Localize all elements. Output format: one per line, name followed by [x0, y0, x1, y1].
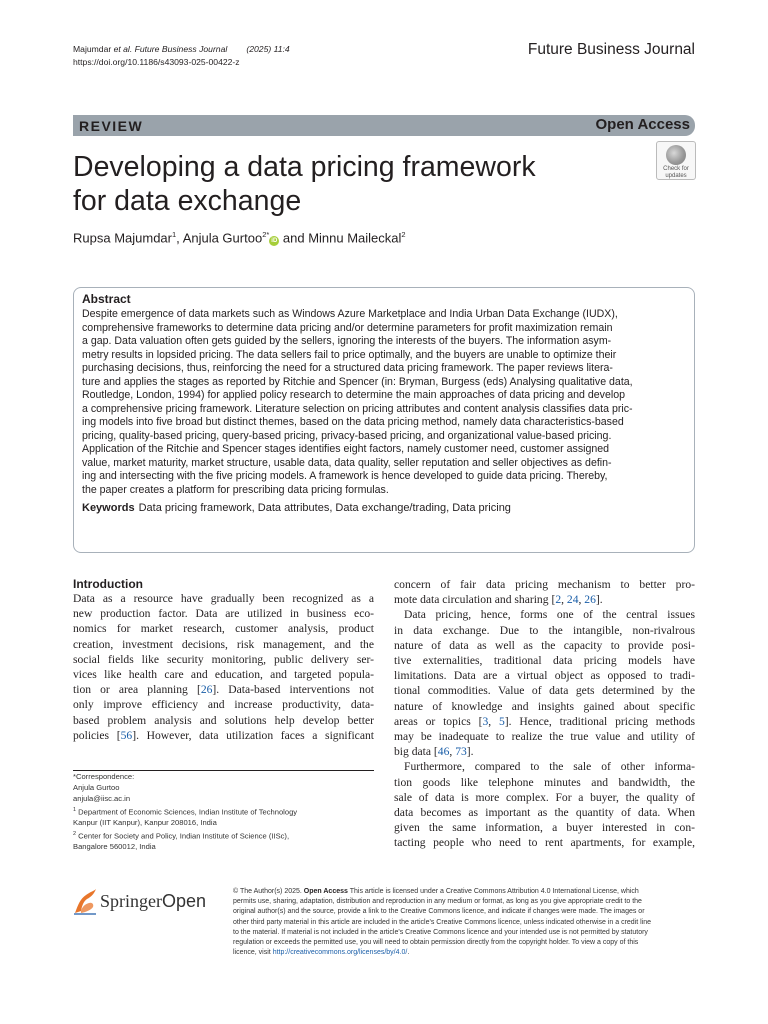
author-separator: , — [176, 230, 183, 246]
body-line: based problem analysis and solutions help develop better — [73, 713, 374, 727]
affiliation-1-cont: Kanpur (IIT Kanpur), Kanpur 208016, India — [73, 818, 217, 828]
citation-link[interactable]: 56 — [120, 728, 133, 742]
affiliation-sup: 1 — [73, 806, 77, 813]
open-access-bold: Open Access — [303, 888, 348, 895]
author-separator: and — [279, 230, 309, 246]
license-period: . — [407, 949, 410, 957]
body-line: tion goods like telephone minutes and bandwidth, the — [394, 775, 695, 789]
affiliation-2 — [73, 829, 297, 842]
body-line: social fields like security monitoring, public delivery ser- — [73, 652, 374, 666]
citation-link[interactable]: 24 — [566, 593, 579, 607]
body-line: tion or area planning [26]. Data-based interventions not — [73, 683, 374, 697]
body-line: only improve efficiency and increase productivity, data- — [73, 698, 374, 712]
body-line: Furthermore, compared to the sale of other informa- — [404, 760, 695, 774]
abstract-line: ture and applies the stages as reported by Ritchie and Spencer (in: Bryman, Burgess (eds) Analysing qualitative data, — [82, 375, 633, 388]
affiliation-sup: 2 — [401, 230, 406, 239]
abstract-line: a gap. Data valuation often gets guided by the sellers, ignoring the interests of the buyers. The information asym- — [82, 335, 612, 347]
keywords-label: Keywords — [82, 502, 135, 514]
correspondence-name: Anjula Gurtoo — [73, 783, 120, 793]
abstract-line: Despite emergence of data markets such as Windows Azure Marketplace and India Urban Data Exchange (IUDX), — [82, 308, 618, 320]
body-line: may be inadequate to realize the true value and utility of — [394, 730, 695, 744]
abstract-line: pricing, quality-based pricing, query-based pricing, privacy-based pricing, and organizational value-based pricing. — [82, 429, 612, 442]
affiliation-sup: 2 — [73, 830, 77, 837]
affiliation-text: Center for Society and Policy, Indian Institute of Science (IISc), — [76, 831, 290, 841]
body-line: data becomes as important as the quantity of data. When — [394, 806, 695, 820]
author-name[interactable]: Anjula Gurtoo — [182, 230, 263, 246]
title-line: for data exchange — [73, 185, 302, 217]
affiliation-1 — [73, 805, 297, 818]
abstract-box — [73, 287, 695, 553]
abstract-text — [82, 308, 686, 497]
abstract-line: Routledge, London, 1994) for applied policy research to determine the main approaches of data pricing and develop — [82, 389, 625, 401]
citation-link[interactable]: 2 — [555, 593, 562, 607]
body-line: areas or topics [3, 5]. Hence, traditional pricing methods — [394, 714, 696, 728]
author-list — [73, 230, 406, 246]
section-heading: Introduction — [73, 577, 143, 591]
body-line: creation, investment decisions, risk management, and the — [73, 637, 374, 651]
article-title — [73, 150, 633, 218]
license-line-text: licence, visit — [233, 949, 273, 957]
body-line: in data exchange. Due to the intangible, non-rivalrous — [394, 623, 695, 637]
correspondence-email[interactable]: anjula@iisc.ac.in — [73, 794, 131, 804]
citation-year: (2025) 11:4 — [246, 44, 290, 54]
abstract-line: ing models into five broad but distinct themes, based on the data pricing method, namely data characteristics-based — [82, 416, 624, 428]
body-line: tional commodities. Value of data gets determined by the — [394, 684, 695, 698]
abstract-heading: Abstract — [82, 292, 131, 306]
license-line — [233, 887, 695, 897]
abstract-line: purchasing decisions, thus, reinforcing the need for a structured data pricing framework. The paper reviews litera- — [82, 362, 613, 374]
body-line: tacting people who need to rent apartments, for example, — [394, 836, 695, 850]
citation-link[interactable]: 73 — [455, 745, 467, 759]
affiliation-sup: 1 — [172, 230, 177, 239]
author-name[interactable]: Rupsa Majumdar — [73, 230, 172, 246]
body-line: mote data circulation and sharing [2, 24, 26]. — [394, 593, 603, 607]
check-updates-icon — [666, 145, 686, 165]
springer-wordmark — [100, 891, 206, 912]
affiliation-sup: 2* — [262, 230, 270, 239]
abstract-line: comprehensive frameworks to determine data pricing and/or determine parameters for profit maximization remain — [82, 321, 613, 334]
license-line: other third party material in this article are included in the article's Creative Commons licence, unless indicated otherwise in a credit line — [233, 918, 652, 926]
body-line: limitations. Data are a virtual object as opposed to tradi- — [394, 669, 695, 683]
license-line-text: This article is licensed under a Creative Commons Attribution 4.0 International License, which — [347, 888, 639, 895]
abstract-line: Application of the Ritchie and Spencer stages identifies eight factors, namely customer need, customer assigned — [82, 443, 610, 455]
citation-link[interactable]: 26 — [584, 593, 596, 607]
orcid-icon[interactable]: iD — [271, 238, 278, 245]
abstract-line: metry results in lopsided pricing. The data sellers fail to price optimally, and the buyers are unable to optimize their — [82, 348, 617, 361]
keywords-row — [82, 501, 686, 515]
author-name[interactable]: Minnu Maileckal — [308, 230, 402, 246]
body-line: policies [56]. However, data utilization faces a significant — [73, 728, 374, 742]
affiliation-text: Department of Economic Sciences, Indian Institute of Technology — [76, 807, 298, 817]
license-line: permits use, sharing, adaptation, distribution and reproduction in any medium or format, as long as you give appropriate credit to the — [233, 898, 642, 906]
body-line: given the same information, a buyer interested in con- — [394, 821, 695, 835]
body-column-left — [73, 591, 374, 743]
abstract-line: the paper creates a platform for prescribing data pricing formulas. — [82, 483, 389, 496]
license-line: original author(s) and the source, provide a link to the Creative Commons licence, and indicate if changes were made. The images or — [233, 908, 645, 916]
doi-link[interactable]: https://doi.org/10.1186/s43093-025-00422-z — [73, 56, 240, 67]
check-updates-label: Check for — [663, 166, 689, 172]
copyright-text: © The Author(s) 2025. — [233, 888, 304, 895]
citation-journal: et al. Future Business Journal — [113, 44, 228, 54]
citation-link[interactable]: 5 — [498, 714, 505, 728]
keywords-text: Data pricing framework, Data attributes, Data exchange/trading, Data pricing — [138, 502, 511, 514]
correspondence-label: *Correspondence: — [73, 772, 135, 781]
abstract-line: value, market maturity, market structure, usable data, data quality, seller reputation and seller objectives as defin- — [82, 456, 612, 469]
title-line: Developing a data pricing framework — [73, 151, 536, 183]
license-url-link[interactable]: http://creativecommons.org/licenses/by/4.0/ — [272, 949, 408, 957]
body-line: Data pricing, hence, forms one of the central issues — [404, 608, 695, 622]
check-for-updates-button[interactable] — [656, 141, 696, 180]
body-column-right — [394, 577, 695, 851]
body-line: sale of data is more complex. For a buyer, the quality of — [394, 790, 695, 804]
body-line: nomics for market research, customer analysis, product — [73, 622, 374, 636]
abstract-line: ing and intersecting with the five pricing models. A framework is hence developed to guide data pricing. Thereby, — [82, 470, 608, 482]
open-access-label: Open Access — [595, 116, 690, 133]
footnotes — [73, 771, 297, 852]
license-text — [233, 887, 695, 958]
license-line: to the material. If material is not included in the article's Creative Commons licence and your intended use is not permitted by statutory — [233, 928, 648, 936]
body-line: tive externalities, traditional data pricing models have — [394, 654, 695, 668]
open-brand: Open — [162, 891, 207, 911]
journal-name: Future Business Journal — [527, 41, 695, 58]
body-line: big data [46, 73]. — [394, 745, 474, 759]
license-line — [233, 948, 695, 958]
citation-link[interactable]: 26 — [200, 683, 213, 697]
body-line: nature of data as well as the capacity to provide posi- — [394, 638, 695, 652]
springer-brand: Springer — [100, 891, 162, 911]
springer-horse-icon — [72, 887, 98, 917]
springer-open-logo[interactable] — [72, 887, 207, 917]
abstract-line: a comprehensive pricing framework. Literature selection on pricing attributes and content analysis classifies data pric- — [82, 402, 633, 415]
check-updates-label: updates — [665, 172, 687, 179]
body-line: vices like health care and education, and targeted popula- — [73, 668, 374, 682]
body-line: concern of fair data pricing mechanism to better pro- — [394, 578, 695, 591]
affiliation-2-cont: Bangalore 560012, India — [73, 842, 156, 852]
body-line: nature of knowledge and insights gained about specific — [394, 699, 695, 713]
citation-link[interactable]: 3 — [482, 714, 489, 728]
body-line: new production factor. Data are utilized in business eco- — [73, 607, 374, 621]
license-line: regulation or exceeds the permitted use, you will need to obtain permission directly from the copyright holder. To view a copy of this — [233, 939, 639, 947]
citation-authors: Majumdar — [73, 44, 114, 54]
citation-link[interactable]: 46 — [437, 745, 450, 759]
body-line: Data as a resource have gradually been recognized as a — [73, 592, 374, 605]
article-type: REVIEW — [79, 118, 144, 134]
citation-header — [73, 43, 290, 68]
article-type-banner — [73, 115, 695, 136]
